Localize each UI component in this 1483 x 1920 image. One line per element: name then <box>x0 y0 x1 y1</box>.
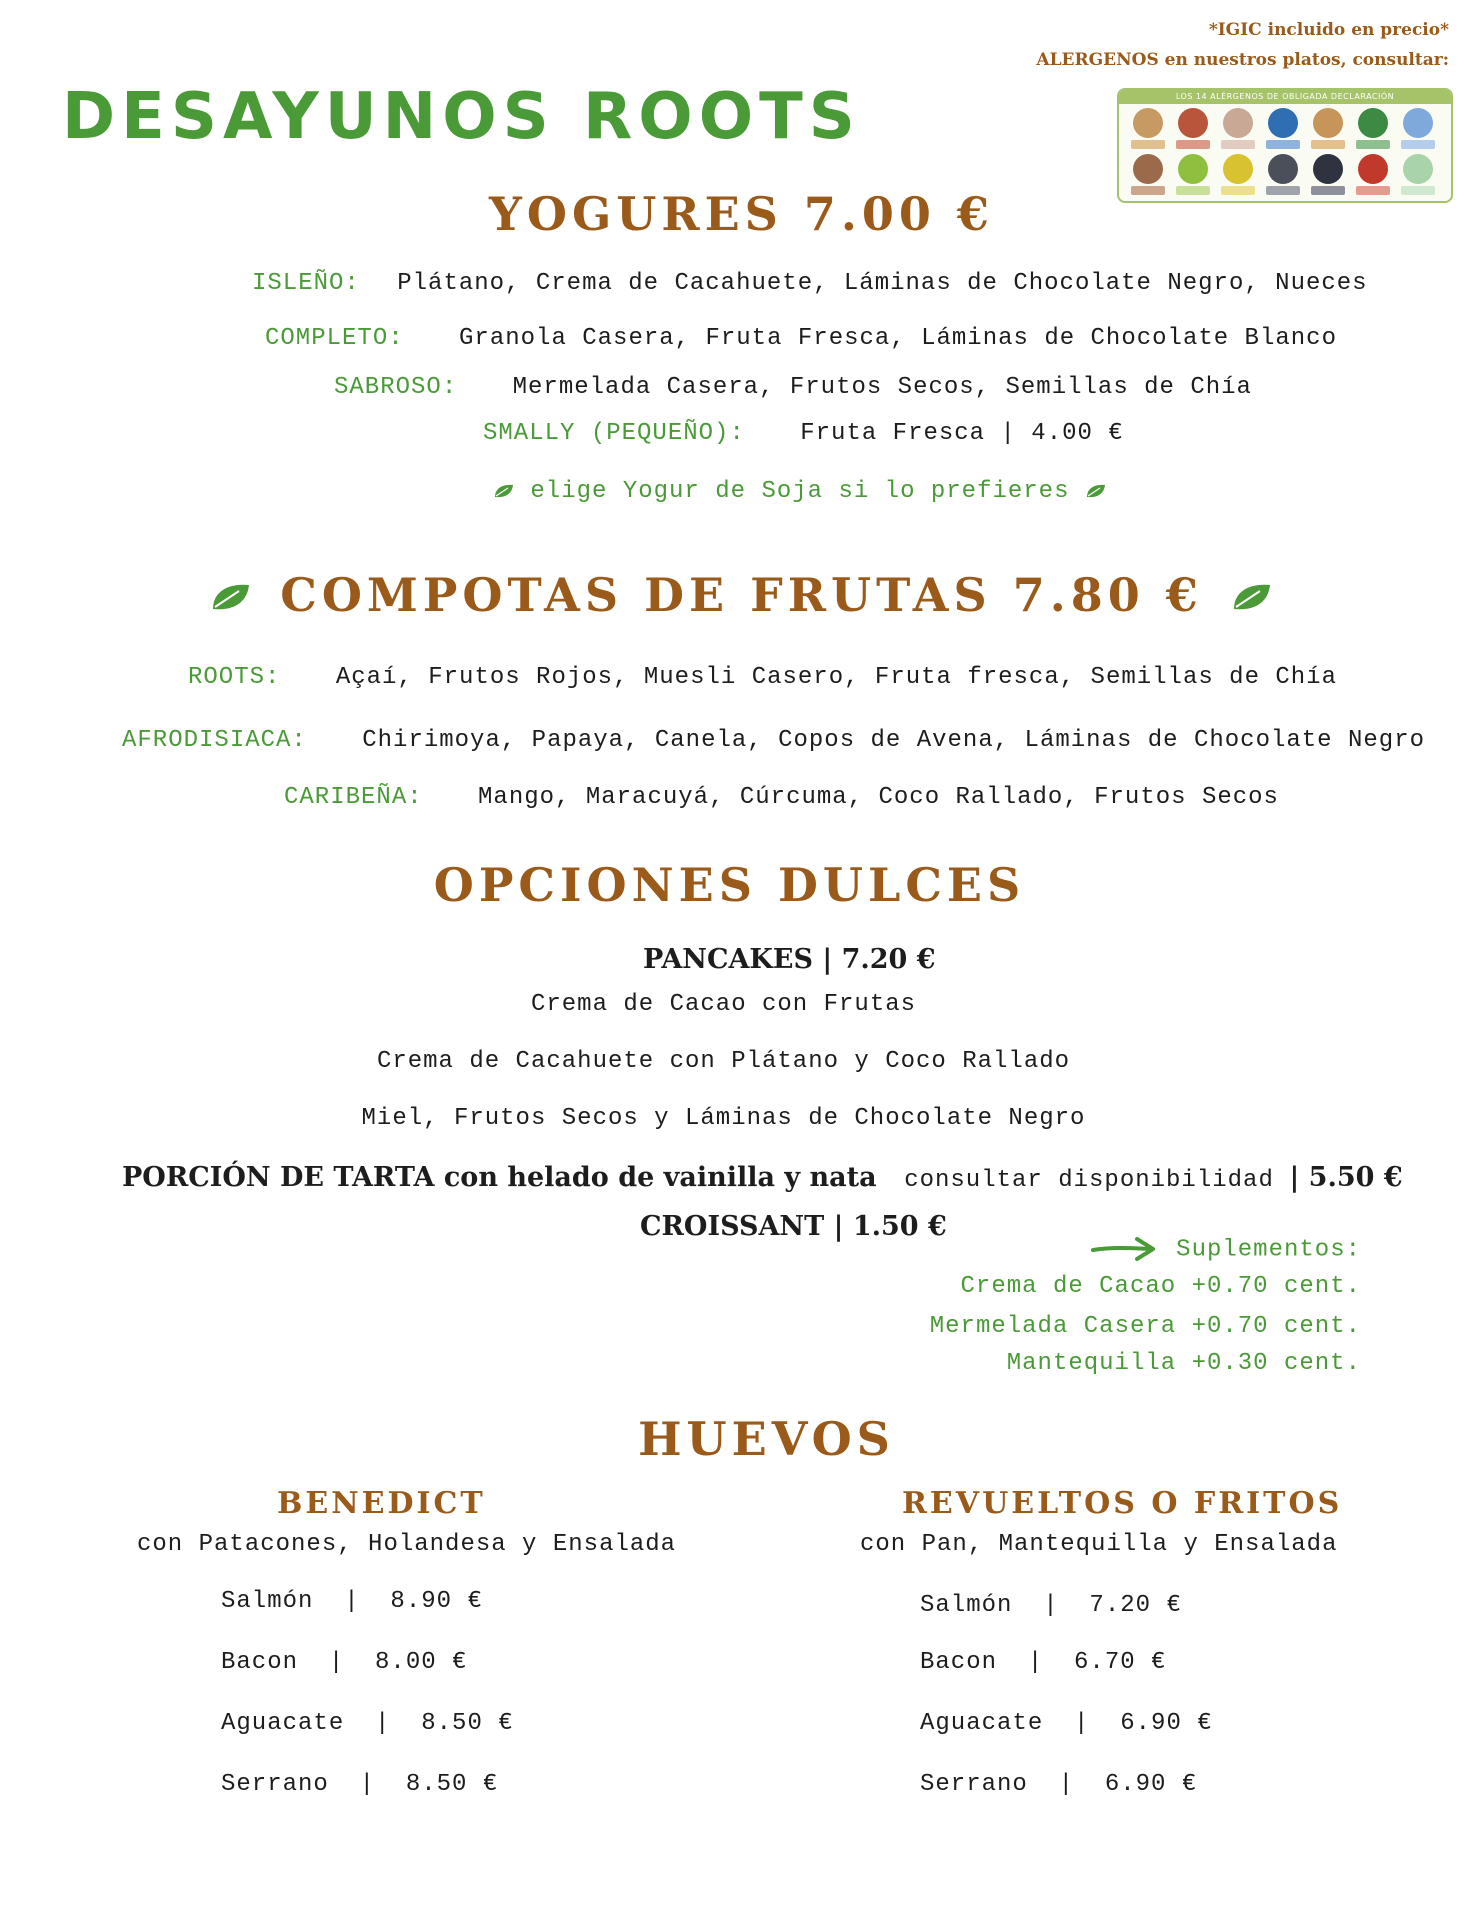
benedict-subtitle: con Patacones, Holandesa y Ensalada <box>137 1531 677 1558</box>
item-label: AFRODISIACA: <box>122 727 307 754</box>
yogures-title: YOGURES 7.00 € <box>489 187 994 241</box>
benedict-title: BENEDICT <box>277 1486 486 1521</box>
item-desc: Mermelada Casera, Frutos Secos, Semillas de Chía <box>512 374 1252 401</box>
revueltos-item: Aguacate | 6.90 € <box>920 1710 1213 1737</box>
pancakes-title: PANCAKES | 7.20 € <box>643 944 936 975</box>
allergen-tag <box>1401 140 1435 149</box>
allergen-tag <box>1266 140 1300 149</box>
soja-note-text: elige Yogur de Soja si lo prefieres <box>530 478 1070 505</box>
item-label: SABROSO: <box>334 374 458 401</box>
item-desc: Granola Casera, Fruta Fresca, Láminas de Chocolate Blanco <box>459 325 1337 352</box>
sulphite-icon <box>1313 154 1343 184</box>
item-desc: Plátano, Crema de Cacahuete, Láminas de Chocolate Negro, Nueces <box>397 270 1368 297</box>
grain-icon <box>1133 108 1163 138</box>
item-label: ISLEÑO: <box>252 270 360 297</box>
yogur-isleno <box>252 270 1368 297</box>
milk-icon <box>1403 108 1433 138</box>
revueltos-subtitle: con Pan, Mantequilla y Ensalada <box>860 1531 1338 1558</box>
compotas-header <box>0 568 1483 622</box>
compotas-title: COMPOTAS DE FRUTAS 7.80 € <box>280 568 1203 622</box>
peanut-icon <box>1313 108 1343 138</box>
allergen-tag <box>1176 140 1210 149</box>
suplemento-item: Mermelada Casera +0.70 cent. <box>929 1313 1361 1340</box>
allergens-chart <box>1117 88 1453 203</box>
allergens-note: ALERGENOS en nuestros platos, consultar: <box>1036 50 1449 70</box>
allergens-chart-title: LOS 14 ALÉRGENOS DE OBLIGADA DECLARACIÓN <box>1119 90 1451 104</box>
suplemento-item: Crema de Cacao +0.70 cent. <box>960 1273 1361 1300</box>
yogur-sabroso <box>334 374 1252 401</box>
page-title: DESAYUNOS ROOTS <box>62 80 861 154</box>
leaf-icon <box>1085 483 1107 499</box>
suplemento-item: Mantequilla +0.30 cent. <box>1006 1350 1361 1377</box>
fish-icon <box>1268 108 1298 138</box>
tarta-note: consultar disponibilidad <box>904 1167 1274 1194</box>
allergen-tag <box>1311 140 1345 149</box>
tarta-title: PORCIÓN DE TARTA con helado de vainilla y nata <box>122 1162 877 1193</box>
leaf-icon <box>209 581 253 613</box>
item-desc: Mango, Maracuyá, Cúrcuma, Coco Rallado, Frutos Secos <box>478 784 1279 811</box>
revueltos-title: REVUELTOS O FRITOS <box>902 1486 1343 1521</box>
revueltos-item: Salmón | 7.20 € <box>920 1592 1182 1619</box>
item-label: CARIBEÑA: <box>284 784 423 811</box>
leaf-icon <box>493 483 515 499</box>
compota-caribena <box>284 784 1279 811</box>
item-label: COMPLETO: <box>265 325 404 352</box>
tarta-price: | 5.50 € <box>1289 1162 1403 1193</box>
compota-roots <box>188 664 1337 691</box>
soja-note <box>493 478 1107 505</box>
dulces-title: OPCIONES DULCES <box>433 858 1026 912</box>
item-desc: Açaí, Frutos Rojos, Muesli Casero, Fruta fresca, Semillas de Chía <box>335 664 1337 691</box>
huevos-title: HUEVOS <box>638 1412 895 1466</box>
item-label: SMALLY (PEQUEÑO): <box>483 420 745 447</box>
pancake-option: Miel, Frutos Secos y Láminas de Chocolate Negro <box>361 1105 1086 1132</box>
compota-afrodisiaca <box>122 727 1425 754</box>
item-desc: Chirimoya, Papaya, Canela, Copos de Avena, Láminas de Chocolate Negro <box>362 727 1425 754</box>
item-desc: Fruta Fresca | 4.00 € <box>800 420 1124 447</box>
allergen-icons <box>1119 104 1451 199</box>
leaf-icon <box>1230 581 1274 613</box>
tarta-line <box>122 1162 1403 1194</box>
item-label: ROOTS: <box>188 664 281 691</box>
igic-note: *IGIC incluido en precio* <box>1208 20 1449 40</box>
pancake-option: Crema de Cacao con Frutas <box>530 991 917 1018</box>
celery-icon <box>1178 154 1208 184</box>
nuts-icon <box>1133 154 1163 184</box>
croissant-title: CROISSANT | 1.50 € <box>640 1211 947 1242</box>
benedict-item: Bacon | 8.00 € <box>221 1649 468 1676</box>
benedict-item: Aguacate | 8.50 € <box>221 1710 514 1737</box>
benedict-item: Salmón | 8.90 € <box>221 1588 483 1615</box>
allergen-tag <box>1131 140 1165 149</box>
suplementos-header <box>1091 1236 1361 1263</box>
benedict-item: Serrano | 8.50 € <box>221 1771 499 1798</box>
yogur-completo <box>265 325 1337 352</box>
egg-icon <box>1223 108 1253 138</box>
revueltos-item: Serrano | 6.90 € <box>920 1771 1198 1798</box>
allergen-tag <box>1221 140 1255 149</box>
revueltos-item: Bacon | 6.70 € <box>920 1649 1167 1676</box>
sesame-icon <box>1268 154 1298 184</box>
mollusc-icon <box>1403 154 1433 184</box>
pancake-option: Crema de Cacahuete con Plátano y Coco Rallado <box>376 1048 1071 1075</box>
yogur-smally <box>483 420 1124 447</box>
soy-icon <box>1358 108 1388 138</box>
arrow-right-icon <box>1091 1236 1157 1262</box>
lupin-icon <box>1358 154 1388 184</box>
suplementos-title: Suplementos: <box>1176 1236 1361 1264</box>
mustard-icon <box>1223 154 1253 184</box>
crustacean-icon <box>1178 108 1208 138</box>
allergen-tag <box>1356 140 1390 149</box>
